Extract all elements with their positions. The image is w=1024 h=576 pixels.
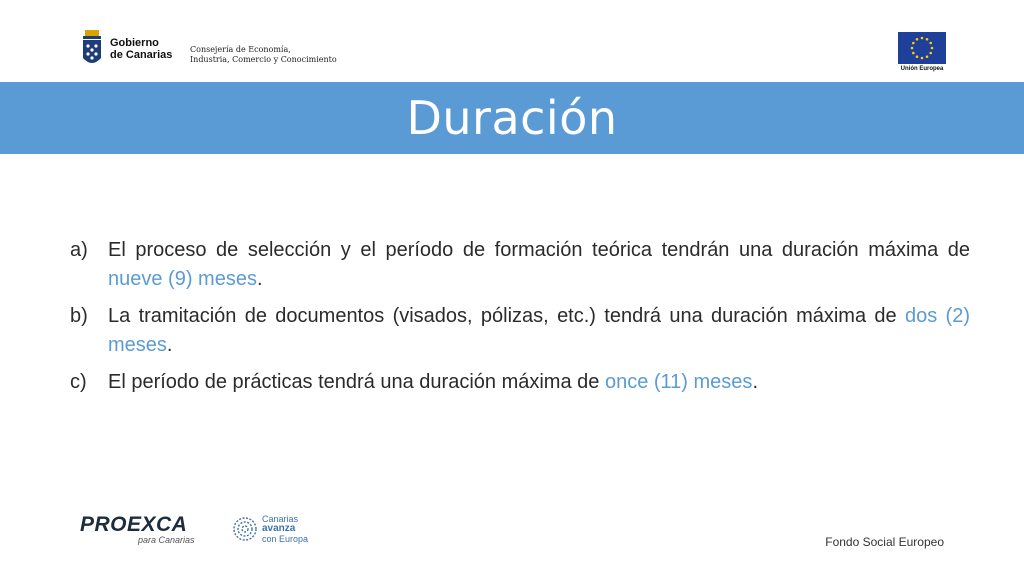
slide-title: Duración — [406, 91, 618, 145]
list-item-text — [108, 236, 970, 294]
list-item-text — [108, 302, 970, 360]
proexca-logo — [80, 513, 195, 545]
list-marker: b) — [70, 305, 88, 327]
canarias-line-3: con Europa — [262, 534, 309, 544]
item-text-before: El período de prácticas tendrá una duración máxima de — [108, 371, 605, 393]
swirl-icon — [232, 514, 258, 544]
item-text-after: . — [166, 334, 173, 356]
fondo-social-europeo-label: Fondo Social Europeo — [825, 535, 944, 549]
list-item — [70, 236, 970, 294]
item-text-before: La tramitación de documentos (visados, pólizas, etc.) tendrá una duración máxima de — [108, 305, 905, 327]
item-text-before: El proceso de selección y el período de formación teórica tendrán una duración máxima de — [108, 239, 970, 261]
title-band — [0, 82, 1024, 154]
list-marker: c) — [70, 371, 87, 393]
gobierno-line-1: Gobierno — [110, 37, 159, 49]
proexca-subtitle: para Canarias — [138, 535, 195, 545]
canarias-line-1: Canarias — [262, 514, 299, 524]
eu-logo — [897, 32, 947, 72]
department-name — [190, 45, 337, 65]
gobierno-canarias-logo — [80, 28, 172, 70]
canarias-avanza-text — [262, 514, 308, 544]
gobierno-line-2: de Canarias — [110, 49, 173, 61]
item-highlight: nueve (9) meses — [108, 268, 257, 290]
list-item — [70, 368, 970, 397]
item-highlight: once (11) meses — [604, 371, 753, 393]
department-line-1: Consejería de Economía, — [190, 45, 291, 54]
gobierno-name — [110, 37, 172, 61]
canarias-avanza-logo — [232, 514, 308, 544]
item-text-after: . — [752, 371, 758, 393]
item-highlight: dos (2) meses — [108, 305, 971, 356]
list-item-text — [108, 368, 970, 397]
coat-of-arms-icon — [80, 28, 104, 70]
item-text-after: . — [256, 268, 263, 290]
proexca-wordmark: PROEXCA — [80, 513, 188, 536]
eu-flag-icon — [898, 32, 946, 64]
canarias-line-2: avanza — [262, 523, 296, 534]
department-line-2: Industria, Comercio y Conocimiento — [190, 55, 337, 64]
eu-label: Unión Europea — [900, 66, 944, 72]
list-item — [70, 302, 970, 360]
list-marker: a) — [70, 239, 88, 261]
content-list — [70, 236, 970, 405]
